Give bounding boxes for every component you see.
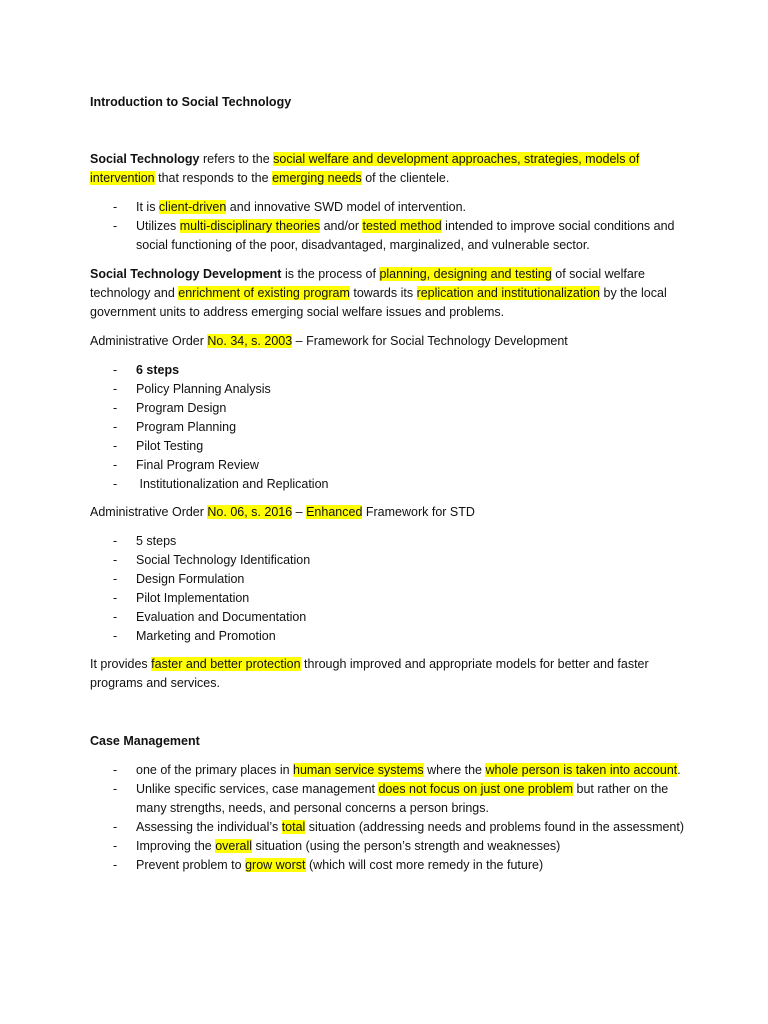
bullet-dash: - <box>113 553 118 567</box>
bullet-dash: - <box>113 477 118 491</box>
list-item: - It is client-driven and innovative SWD model of intervention. <box>90 198 685 217</box>
bullet-dash: - <box>113 219 118 233</box>
bullet-dash: - <box>113 420 118 434</box>
list-item: - Pilot Testing <box>90 437 685 456</box>
five-steps-list <box>90 532 685 646</box>
list-item: - Prevent problem to grow worst (which will cost more remedy in the future) <box>90 856 685 875</box>
list-item: - Evaluation and Documentation <box>90 608 685 627</box>
highlight: does not focus on just one problem <box>378 782 574 796</box>
std-definition: Social Technology Development is the process of planning, designing and testing of social welfare technology and enrichment of existing program towards its replication and institutionalization by the local government units to address emerging social welfare issues and problems. <box>90 267 667 319</box>
list-item: - Utilizes multi-disciplinary theories and/or tested method intended to improve social conditions and social functioning of the poor, disadvantaged, marginalized, and vulnerable sector. <box>113 219 675 252</box>
highlight: No. 34, s. 2003 <box>207 334 293 348</box>
highlight: emerging needs <box>272 171 362 185</box>
bullet-dash: - <box>113 439 118 453</box>
admin-order-2003: Administrative Order No. 34, s. 2003 – Framework for Social Technology Development <box>90 334 568 348</box>
highlight: total <box>281 820 306 834</box>
highlight: tested method <box>362 219 442 233</box>
list-item: - Pilot Implementation <box>90 589 685 608</box>
list-item: - Marketing and Promotion <box>90 627 685 646</box>
bullet-dash: - <box>113 820 118 834</box>
list-item: - Social Technology Identification <box>90 551 685 570</box>
bullet-dash: - <box>113 458 118 472</box>
bullet-dash: - <box>113 200 118 214</box>
highlight: social welfare and development approaches, strategies, models of intervention <box>90 152 640 185</box>
highlight: faster and better protection <box>151 657 301 671</box>
bullet-dash: - <box>113 858 118 872</box>
bullet-dash: - <box>113 382 118 396</box>
list-item: - Program Planning <box>90 418 685 437</box>
highlight: planning, designing and testing <box>379 267 552 281</box>
list-item: - Final Program Review <box>90 456 685 475</box>
list-heading: - 5 steps <box>90 532 685 551</box>
highlight: enrichment of existing program <box>178 286 350 300</box>
bullet-dash: - <box>113 591 118 605</box>
highlight: whole person is taken into account <box>485 763 678 777</box>
list-item: - Improving the overall situation (using the person’s strength and weaknesses) <box>90 837 685 856</box>
bullet-dash: - <box>113 763 118 777</box>
list-item: - Policy Planning Analysis <box>90 380 685 399</box>
highlight: Enhanced <box>306 505 363 519</box>
highlight: client-driven <box>158 200 227 214</box>
bullet-dash: - <box>113 534 118 548</box>
list-heading: - 6 steps <box>90 361 685 380</box>
bullet-dash: - <box>113 401 118 415</box>
list-item: - Design Formulation <box>90 570 685 589</box>
case-management-title: Case Management <box>90 734 200 748</box>
highlight: overall <box>215 839 253 853</box>
provides-paragraph: It provides faster and better protection through improved and appropriate models for better and faster programs and services. <box>90 657 649 690</box>
list-item: - Program Design <box>90 399 685 418</box>
list-item: - Assessing the individual’s total situation (addressing needs and problems found in the assessment) <box>90 818 685 837</box>
six-steps-list <box>90 361 685 494</box>
bullet-dash: - <box>113 610 118 624</box>
list-item: - one of the primary places in human service systems where the whole person is taken into account. <box>90 761 685 780</box>
case-management-list <box>90 761 685 875</box>
doc-title: Introduction to Social Technology <box>90 95 292 109</box>
bullet-dash: - <box>113 839 118 853</box>
term-social-technology: Social Technology <box>90 152 200 166</box>
admin-order-2016: Administrative Order No. 06, s. 2016 – Enhanced Framework for STD <box>90 505 475 519</box>
bullet-dash: - <box>113 363 118 377</box>
bullet-dash: - <box>113 629 118 643</box>
highlight: No. 06, s. 2016 <box>207 505 293 519</box>
highlight: multi-disciplinary theories <box>179 219 321 233</box>
list-item: - Unlike specific services, case management does not focus on just one problem but rather on the many strengths, needs, and personal concerns a person brings. <box>113 782 669 815</box>
term-std: Social Technology Development <box>90 267 282 281</box>
highlight: replication and institutionalization <box>416 286 601 300</box>
bullet-dash: - <box>113 782 118 796</box>
social-technology-list <box>90 198 685 255</box>
social-technology-definition: Social Technology refers to the social welfare and development approaches, strategies, models of intervention that responds to the emerging needs of the clientele. <box>90 152 640 185</box>
list-item: - Institutionalization and Replication <box>90 475 685 494</box>
bullet-dash: - <box>113 572 118 586</box>
highlight: human service systems <box>293 763 424 777</box>
highlight: grow worst <box>245 858 306 872</box>
